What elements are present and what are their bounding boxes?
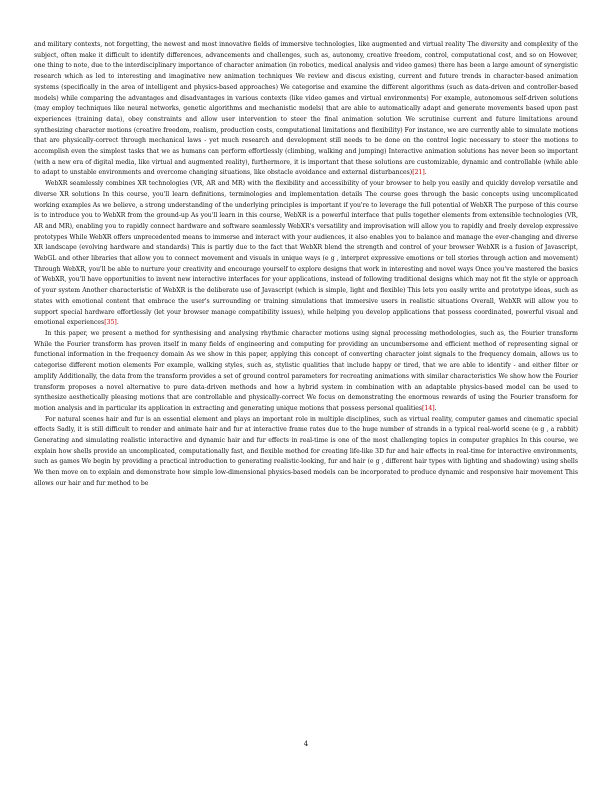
citation-21[interactable]: [21] [412,169,425,177]
body-text [34,40,578,490]
paragraph-1 [34,40,578,179]
paragraph-4-text: For natural scenes hair and fur is an essential element and plays an important role in multiple disciplines, such as virtual reality, computer games and cinematic special effects Sadly, it is still difficult to render and animate hair and fur at interactive frame rates due to the huge number of strands in a typical real-world scene (e g , a rabbit) Generating and simulating realistic interactive and dynamic hair and fur effects in real-time is one of the most challenging topics in computer graphics In this course, we explain how shells provide an uncomplicated, computationally fast, and flexible method for creating life-like 3D fur and hair effects in real-time for interactive environments, such as games We begin by providing a practical introduction to generating realistic-looking, fur and hair (e g , different hair types with lighting and shadowing) using shells We then move on to explain and demonstrate how simple low-dimensional physics-based models can be incorporated to produce dynamic and responsive hair movement This allows our hair and fur method to be [34,415,578,487]
paragraph-3-text: In this paper, we present a method for synthesising and analysing rhythmic character motions using signal processing methodologies, such as, the Fourier transform While the Fourier transform has proven itself in many fields of engineering and computing for providing an uncumbersome and efficient method of representing signal or functional information in the frequency domain As we show in this paper, applying this concept of converting character joint signals to the frequency domain, allows us to categorise different motion elements For example, walking styles, such as, stylistic qualities that include happy or tired, that we are able to identify - and either filter or amplify Additionally, the data from the transform provides a set of ground control parameters for recreating animations with similar characteristics We show how the Fourier transform proposes a novel alternative to pure data-driven methods and how a hybrid system in combination with an adaptable physics-based model can be used to synthesize aesthetically pleasing motions that are controllable and physically-correct We focus on demonstrating the enormous rewards of using the Fourier transform for motion analysis and in particular its application in extracting and generating unique motions that possess personal qualities [34,329,578,412]
paragraph-2-tail: . [116,319,119,327]
page-number: 4 [303,740,309,748]
paragraph-2-text: WebXR seamlessly combines XR technologies (VR, AR and MR) with the flexibility and accessibility of your browser to help you easily and quickly develop versatile and diverse XR solutions In this course, you'll learn definitions, terminologies and implementation details The course goes through the basic concepts using uncomplicated working examples As we believe, a strong understanding of the underlying principles is important if you're to leverage the full potential of WebXR The purpose of this course is to introduce you to WebXR from the ground-up As you'll learn in this course, WebXR is a powerful interface that pulls together elements from extensible technologies (VR, AR and MR), enabling you to rapidly connect hardware and software seamlessly WebXR's versatility and improvisation will allow you to rapidly and freely develop expressive prototypes While WebXR offers unprecedented means to immerse and interact with your audiences, it also enables you to balance and manage the ever-changing and diverse XR landscape (evolving hardware and standards) This is partly due to the fact that WebXR blend the strength and control of your browser WebXR is a fusion of Javascript, WebGL and other libraries that allow you to connect movement and visuals in unique ways (e g , interpret expressive emotions or tell stories through action and movement) Through WebXR, you'll be able to nurture your creativity and encourage yourself to explore designs that work in interesting and novel ways Once you've mastered the basics of WebXR, you'll have opportunities to invent new interactive interfaces for your applications, instead of following traditional designs which may not fit the style or approach of your system Another characteristic of WebXR is the deliberate use of Javascript (which is simple, light and flexible) This lets you easily write and prototype ideas, such as states with emotional content that embrace the user's surrounding or training simulations that immersive users in realistic situations Overall, WebXR will allow you to support special hardware effortlessly (let your browser manage compatibility issues), while helping you develop applications that possess coordinated, powerful visual and emotional experiences [34,180,578,327]
citation-35[interactable]: [35] [104,319,117,327]
citation-14[interactable]: [14] [422,404,435,412]
paragraph-4 [34,415,578,490]
paragraph-1-text: and military contexts, not forgetting, the newest and most innovative fields of immersive technologies, like augmented and virtual reality The diversity and complexity of the subject, often make it difficult to identify differences, advancements and challenges, such as, autonomy, creative freedom, control, computational cost, and so on However, one thing to note, due to the interdisciplinary importance of character animation (in robotics, medical analysis and video games) there has been a large amount of synergistic research which as led to interesting and imaginative new animation techniques We review and discus existing, current and future trends in character-based animation systems (specifically in the area of intelligent and physics-based approaches) We categorise and examine the different algorithms (such as data-driven and controller-based models) while comparing the advantages and disadvantages in various contexts (like video games and virtual environments) For example, autonomous self-driven solutions (may employ techniques like neural networks, genetic algorithms and mechanistic models) that are able to automatically adapt and generate movements based upon past experiences (training data), obey constraints and allow user intervention to steer the final animation solution We scrutinise current and future limitations around synthesizing character motions (creative freedom, realism, production costs, computational limitations and flexibility) For instance, we are currently able to simulate motions that are physically-correct through mechanical laws - yet much research and development still needs to be done on the control logic necessary to steer the motions to accomplish even the simplest tasks that we as humans can perform effortlessly (climbing, walking and jumping) Interactive animation solutions has never been so important (with a new era of digital media, like virtual and augmented reality), furthermore, it is important that these solutions are customizable, dynamic and controllable (while able to adapt to unstable environments and overcome changing situations, like obstacle avoidance and external disturbances) [34,41,578,177]
paragraph-3-tail: . [434,404,437,412]
paragraph-3 [34,329,578,415]
paragraph-2 [34,179,578,329]
paragraph-1-tail: . [424,169,427,177]
